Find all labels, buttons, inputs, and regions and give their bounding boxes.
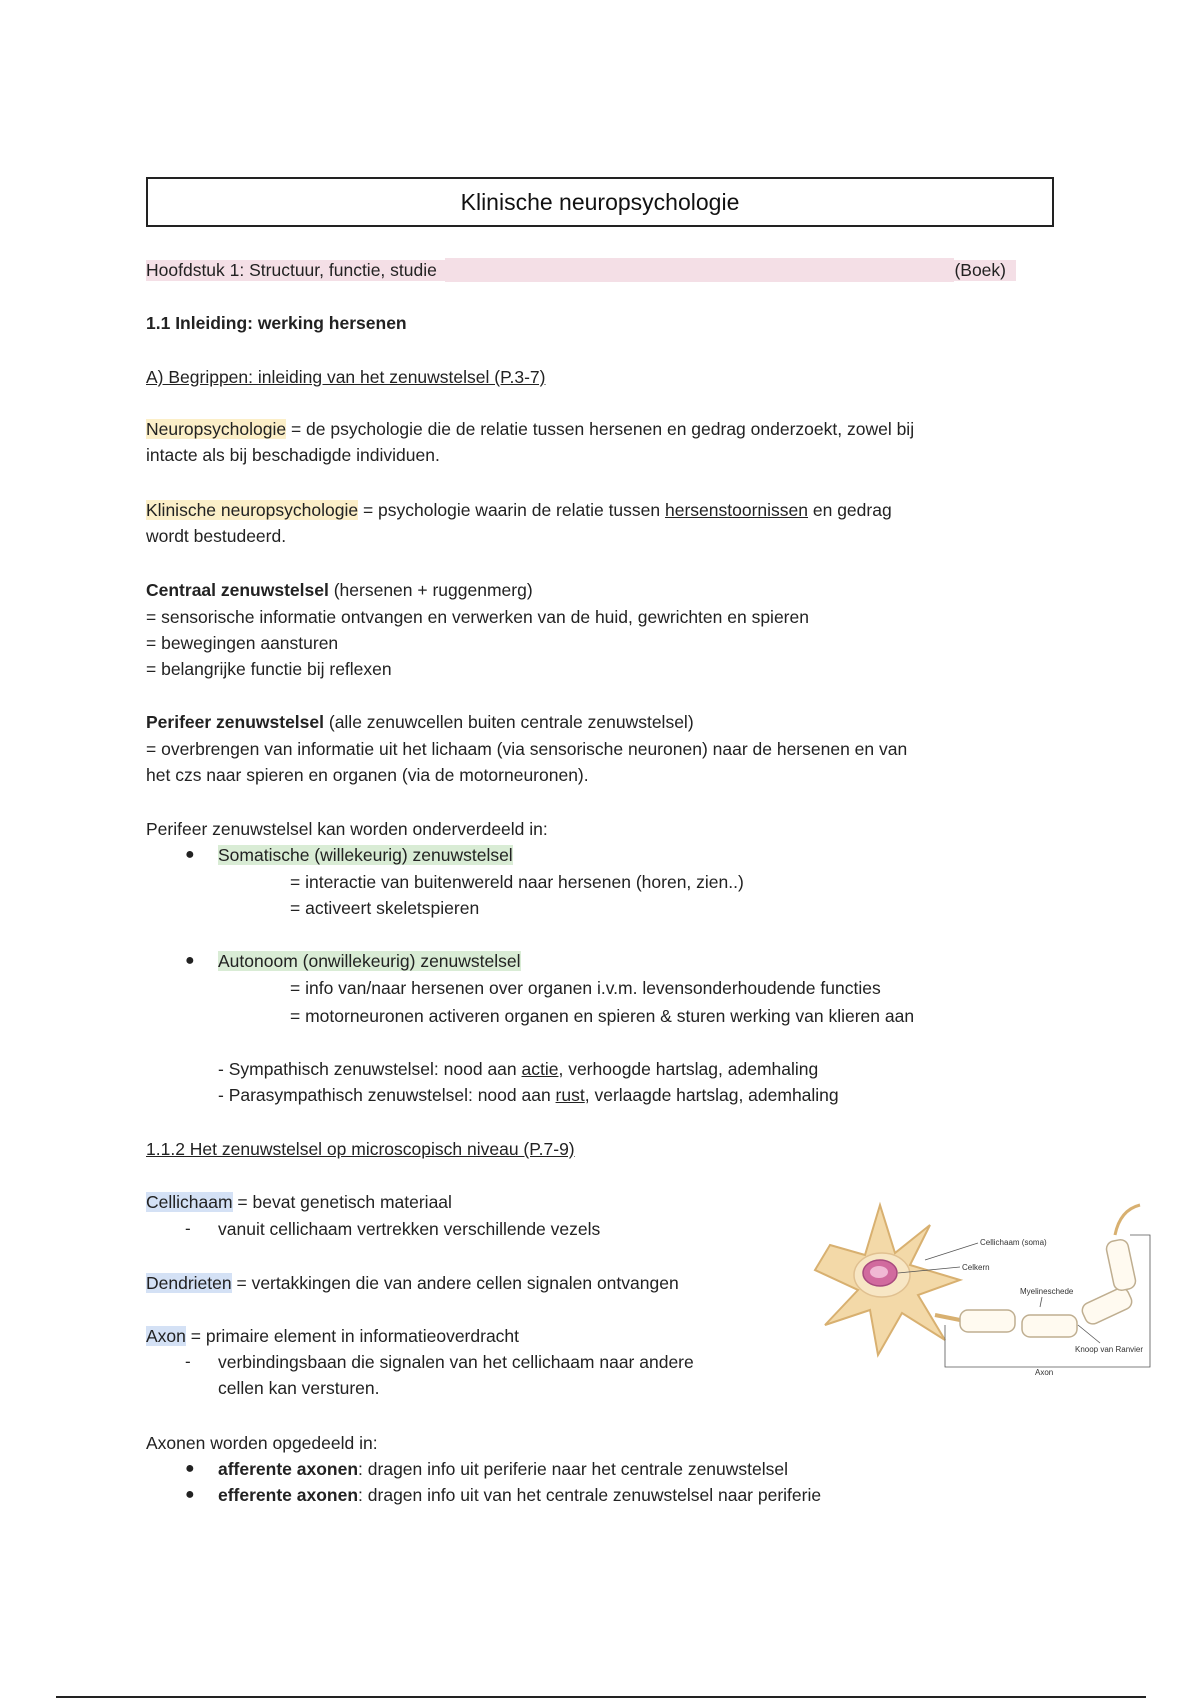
bullet-icon: ● (185, 1460, 195, 1477)
pzs-heading (146, 709, 694, 735)
term-autonomic: Autonoom (onwillekeurig) zenuwstelsel (218, 951, 521, 971)
myelin-segment (1105, 1238, 1137, 1291)
page-title: Klinische neuropsychologie (146, 177, 1054, 227)
myelin-segment (960, 1310, 1015, 1332)
pzs-division-intro: Perifeer zenuwstelsel kan worden onderverdeeld in: (146, 819, 548, 839)
term-neuropsychologie: Neuropsychologie (146, 419, 287, 439)
bullet-icon: ● (185, 952, 195, 969)
term-pzs: Perifeer zenuwstelsel (146, 712, 324, 732)
chapter-tag: (Boek) (954, 260, 1016, 281)
definition-cellichaam (146, 1189, 452, 1215)
subsection-heading-a: A) Begrippen: inleiding van het zenuwstelsel (P.3-7) (146, 367, 546, 387)
pzs-line: = overbrengen van informatie uit het lichaam (via sensorische neuronen) naar de hersenen en van (146, 739, 908, 759)
label-line (1040, 1297, 1042, 1307)
label-axon: Axon (1035, 1368, 1054, 1377)
pzs-line: het czs naar spieren en organen (via de motorneuronen). (146, 765, 589, 785)
definition-line: intacte als bij beschadigde individuen. (146, 445, 440, 465)
autonomic-line: = motorneuronen activeren organen en spieren & sturen werking van klieren aan (290, 1006, 915, 1026)
term-afferent: afferente axonen (218, 1459, 359, 1479)
list-item-somatic (218, 842, 513, 868)
definition-axon (146, 1323, 519, 1349)
list-item-afferent (218, 1456, 788, 1482)
axon-sub: cellen kan versturen. (218, 1378, 380, 1398)
myelin-segment (1022, 1315, 1077, 1337)
term-cellichaam: Cellichaam (146, 1192, 233, 1212)
czs-heading (146, 577, 533, 603)
dash-icon: - (185, 1219, 191, 1238)
term-efferent: efferente axonen (218, 1485, 359, 1505)
sympathetic-line (218, 1056, 818, 1082)
axon-terminal (1115, 1205, 1140, 1235)
section-heading-1-1: 1.1 Inleiding: werking hersenen (146, 313, 407, 333)
definition-dendrieten (146, 1270, 679, 1296)
chapter-label: Hoofdstuk 1: Structuur, functie, studie (146, 260, 445, 281)
definition-text: = bevat genetisch materiaal (232, 1192, 452, 1212)
czs-line: = belangrijke functie bij reflexen (146, 659, 392, 679)
term-axon: Axon (146, 1326, 186, 1346)
bullet-icon: ● (185, 1486, 195, 1503)
section-heading-1-1-2: 1.1.2 Het zenuwstelsel op microscopisch niveau (P.7-9) (146, 1139, 575, 1159)
axon-sub: verbindingsbaan die signalen van het cellichaam naar andere (218, 1352, 694, 1372)
definition-text: : dragen info uit van het centrale zenuwstelsel naar periferie (358, 1485, 822, 1505)
line-text: - Sympathisch zenuwstelsel: nood aan (218, 1059, 522, 1079)
somatic-line: = activeert skeletspieren (290, 898, 480, 918)
dash-icon: - (185, 1352, 191, 1371)
chapter-heading (146, 258, 1016, 282)
list-item-autonomic (218, 948, 521, 974)
label-soma: Cellichaam (soma) (980, 1238, 1047, 1247)
line-text: - Parasympathisch zenuwstelsel: nood aan (218, 1085, 556, 1105)
underlined-term: actie (521, 1059, 559, 1079)
definition-klinische (146, 497, 892, 523)
label-myelin: Myelineschede (1020, 1287, 1074, 1296)
definition-text: = primaire element in informatieoverdracht (185, 1326, 520, 1346)
somatic-line: = interactie van buitenwereld naar hersenen (horen, zien..) (290, 872, 744, 892)
definition-text: = psychologie waarin de relatie tussen (358, 500, 665, 520)
czs-line: = bewegingen aansturen (146, 633, 339, 653)
definition-line: wordt bestudeerd. (146, 526, 287, 546)
line-text: , verlaagde hartslag, ademhaling (584, 1085, 839, 1105)
autonomic-line: = info van/naar hersenen over organen i.v.m. levensonderhoudende functies (290, 978, 881, 998)
label-line (1078, 1325, 1100, 1343)
definition-text: = de psychologie die de relatie tussen hersenen en gedrag onderzoekt, zowel bij (286, 419, 915, 439)
cellichaam-sub: vanuit cellichaam vertrekken verschillende vezels (218, 1219, 601, 1239)
term-czs: Centraal zenuwstelsel (146, 580, 329, 600)
parasympathetic-line (218, 1082, 839, 1108)
underlined-term: rust (555, 1085, 585, 1105)
footer-divider (56, 1696, 1146, 1698)
myelin-segment (1080, 1285, 1135, 1326)
definition-neuropsychologie (146, 416, 914, 442)
nucleolus-shape (870, 1266, 888, 1278)
term-dendrieten: Dendrieten (146, 1273, 232, 1293)
czs-paren: (hersenen + ruggenmerg) (328, 580, 533, 600)
definition-text: = vertakkingen die van andere cellen signalen ontvangen (231, 1273, 679, 1293)
term-klinische-neuropsychologie: Klinische neuropsychologie (146, 500, 359, 520)
definition-text: en gedrag (808, 500, 892, 520)
chapter-highlight (445, 258, 955, 282)
axonen-intro: Axonen worden opgedeeld in: (146, 1433, 378, 1453)
underlined-term: hersenstoornissen (665, 500, 808, 520)
neuron-figure (810, 1195, 1160, 1390)
bullet-icon: ● (185, 846, 195, 863)
axon-hillock (935, 1315, 960, 1320)
term-somatic: Somatische (willekeurig) zenuwstelsel (218, 845, 513, 865)
pzs-paren: (alle zenuwcellen buiten centrale zenuwstelsel) (324, 712, 694, 732)
label-line (925, 1243, 978, 1260)
definition-text: : dragen info uit periferie naar het centrale zenuwstelsel (358, 1459, 789, 1479)
label-nucleus: Celkern (962, 1263, 990, 1272)
czs-line: = sensorische informatie ontvangen en verwerken van de huid, gewrichten en spieren (146, 607, 809, 627)
neuron-cell-body (815, 1205, 960, 1355)
line-text: , verhoogde hartslag, ademhaling (558, 1059, 819, 1079)
label-ranvier: Knoop van Ranvier (1075, 1345, 1144, 1354)
list-item-efferent (218, 1482, 821, 1508)
